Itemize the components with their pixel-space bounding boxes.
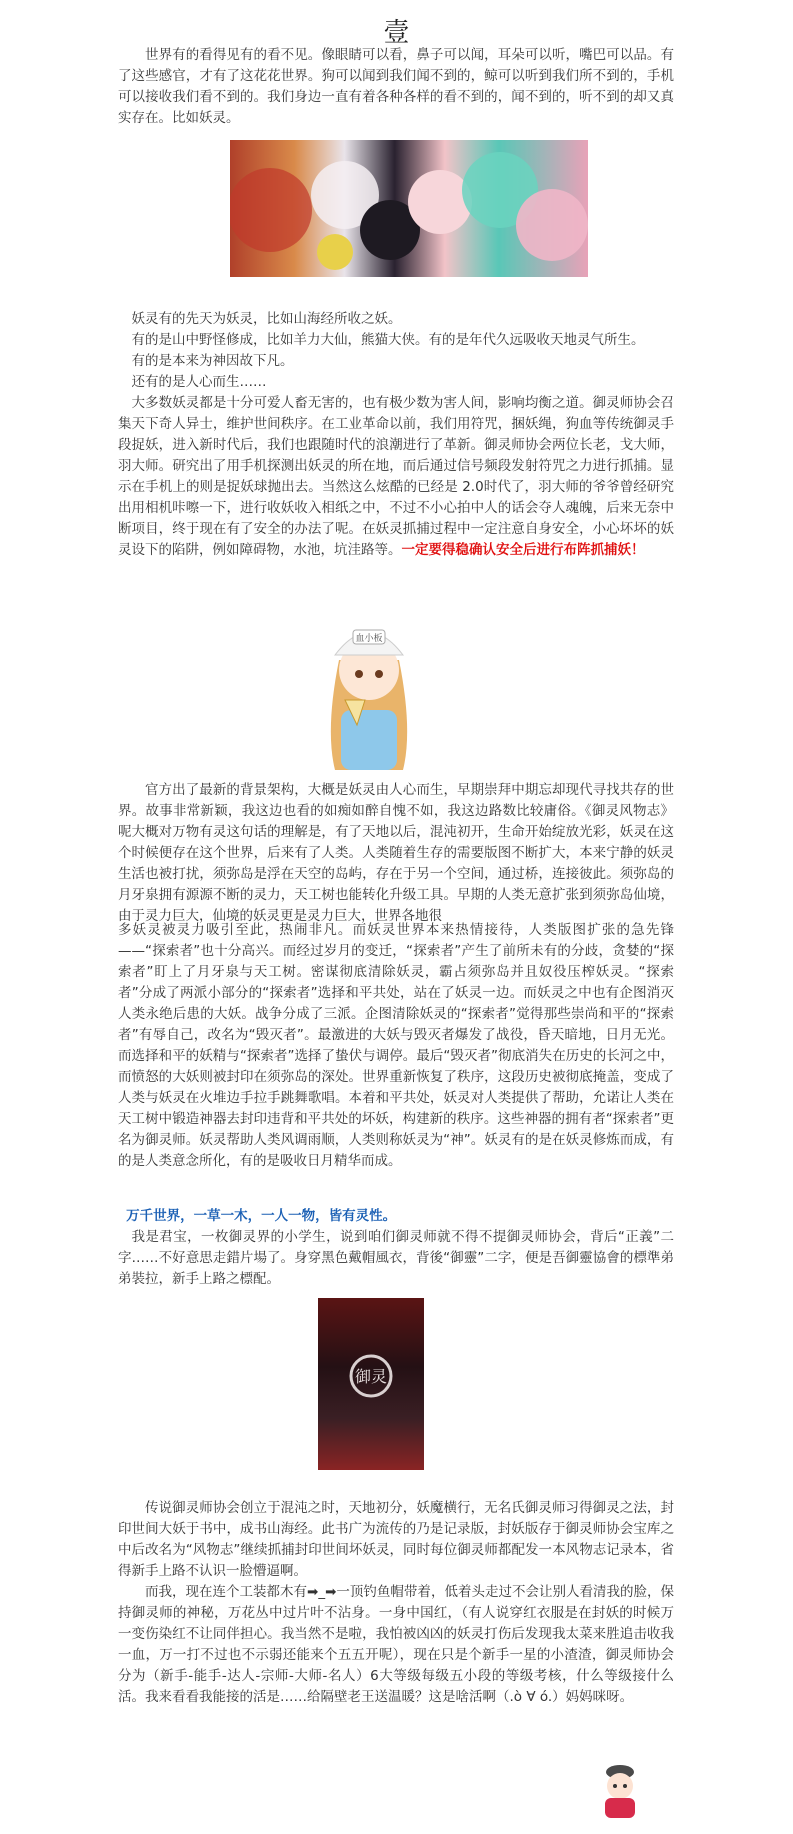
spirit-origin-1: 妖灵有的先天为妖灵，比如山海经所收之妖。	[131, 311, 402, 327]
cap-label: 血小板	[355, 634, 383, 644]
document-title: 壹	[383, 18, 410, 48]
spirit-origin-4: 还有的是人心而生……	[131, 374, 267, 390]
self-intro-paragraph: 我是君宝，一枚御灵界的小学生，说到咱们御灵师就不得不提御灵师协会，背后“正義”二字……不好意思走錯片場了。身穿黑色戴帽風衣，背後“御靈”二字，便是吾御靈協會的標準弟弟裝拉，新手上路之標配。	[118, 1229, 674, 1287]
background-paragraph-2: 多妖灵被灵力吸引至此，热闹非凡。而妖灵世界本来热情接待，人类版图扩张的急先锋——“探索者”也十分高兴。而经过岁月的变迁，“探索者”产生了前所未有的分歧，贪婪的“探索者”盯上了月牙泉与天工树。密谋彻底清除妖灵，霸占须弥岛并且奴役压榨妖灵。“探索者”分成了两派小部分的“探索者”选择和平共处，站在了妖灵一边。而妖灵之中也有企图消灭人类永绝后患的大妖。战争分成了三派。企图清除妖灵的“探索者”觉得那些崇尚和平的“探索者”有辱自己，改名为“毁灭者”。最激进的大妖与毁灭者爆发了战役，昏天暗地，日月无光。而选择和平的妖精与“探索者”选择了蛰伏与调停。最后“毁灭者”彻底消失在历史的长河之中，而愤怒的大妖则被封印在须弥岛的深处。世界重新恢复了秩序，这段历史被彻底掩盖，变成了人类与妖灵在火堆边手拉手跳舞歌唱。本着和平共处，妖灵对人类提供了帮助，允诺让人类在天工树中锻造神器去封印违背和平共处的坏妖，构建新的秩序。这些神器的拥有者“探索者”更名为御灵师。妖灵帮助人类风调雨顺，人类则称妖灵为“神”。妖灵有的是在妖灵修炼而成，有的是人类意念所化，有的是吸收日月精华而成。	[118, 922, 674, 1169]
hero-image	[230, 140, 588, 277]
hunting-text: 大多数妖灵都是十分可爱人畜无害的，也有极少数为害人间，影响均衡之道。御灵师协会召集天下奇人异士，维护世间秩序。在工业革命以前，我们用符咒，捆妖绳，狗血等传统御灵手段捉妖，进入新时代后，我们也跟随时代的浪潮进行了革新。御灵师协会两位长老，戈大师，羽大师。研究出了用手机探测出妖灵的所在地，而后通过信号频段发射符咒之力进行抓捕。显示在手机上的则是捉妖球抛出去。当然这么炫酷的已经是 2.0时代了，羽大师的爷爷曾经研究出用相机咔嚓一下，进行收妖收入相纸之中，不过不小心拍中人的话会夺人魂魄，后来无奈中断项目，终于现在有了安全的办法了呢。在妖灵抓捕过程中一定注意自身安全，小心坏坏的妖灵设下的陷阱，例如障碍物，水池，坑洼路等。	[118, 395, 674, 558]
intro-paragraph: 世界有的看得见有的看不见。像眼睛可以看，鼻子可以闻，耳朵可以听，嘴巴可以品。有了这些感官，才有了这花花世界。狗可以闻到我们闻不到的，鲸可以听到我们所不到的，手机可以接收我们看不到的。我们身边一直有着各种各样的看不到的，闻不到的，听不到的却又真实存在。比如妖灵。	[118, 47, 674, 126]
yuling-banner-image	[318, 1298, 424, 1470]
motto: 万千世界，一草一木，一人一物，皆有灵性。	[126, 1208, 397, 1224]
spirit-origin-3: 有的是本来为神因故下凡。	[131, 353, 294, 369]
background-paragraph-1: 官方出了最新的背景架构，大概是妖灵由人心而生，早期崇拜中期忘却现代寻找共存的世界。故事非常新颖，我这边也看的如痴如醉自愧不如，我这边路数比较庸俗。《御灵风物志》呢大概对万物有灵这句话的理解是，有了天地以后，混沌初开，生命开始绽放光彩，妖灵在这个时候便存在这个世界，后来有了人类。人类随着生存的需要版图不断扩大，本来宁静的妖灵生活也被打扰，须弥岛是浮在天空的岛屿，存在于另一个空间，通过桥，连接彼此。须弥岛的月牙泉拥有源源不断的灵力，天工树也能转化升级工具。早期的人类无意扩张到须弥岛仙境，由于灵力巨大，仙境的妖灵更是灵力巨大，世界各地很	[118, 782, 674, 924]
ending-paragraph: 而我，现在连个工装都木有➡_➡一顶钓鱼帽带着，低着头走过不会让别人看清我的脸，保持御灵师的神秘，万花丛中过片叶不沾身。一身中国红，（有人说穿红衣服是在封妖的时候万一变伤染红不让同伴担心。我当然不是啦，我怕被凶凶的妖灵打伤后发现我太菜来胜追击收我一血，万一打不过也不示弱还能来个五五开呢），现在只是个新手一星的小渣渣，御灵师协会分为（新手-能手-达人-宗师-大师-名人）6大等级每级五小段的等级考核，什么等级接什么活。我来看看我能接的活是……给隔壁老王送温暖？这是啥活啊（.ò ∀ ó.）妈妈咪呀。	[118, 1584, 674, 1705]
hunting-paragraph	[118, 393, 674, 561]
chibi-character-image	[597, 1764, 643, 1820]
association-paragraph: 传说御灵师协会创立于混沌之时，天地初分，妖魔横行，无名氏御灵师习得御灵之法，封印世间大妖于书中，成书山海经。此书广为流传的乃是记录版，封妖版存于御灵师协会宝库之中后改名为“风物志”继续抓捕封印世间坏妖灵，同时每位御灵师都配发一本风物志记录本，省得新手上路不认识一脸懵逼啊。	[118, 1500, 674, 1579]
spirit-origin-2: 有的是山中野怪修成，比如羊力大仙，熊猫大侠。有的是年代久远吸收天地灵气所生。	[131, 332, 645, 348]
safety-warning: 一定要得稳确认安全后进行布阵抓捕妖！	[401, 542, 645, 558]
banner-label: 御灵	[354, 1367, 388, 1386]
platelet-character-image	[305, 600, 433, 775]
